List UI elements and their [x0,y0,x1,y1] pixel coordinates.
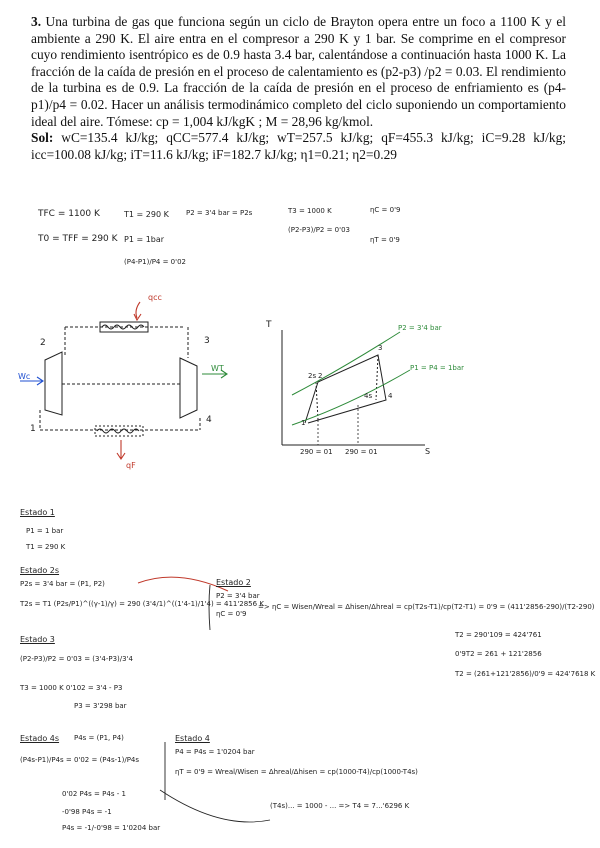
estado4s-ratio: (P4s-P1)/P4s = 0'02 = (P4s-1)/P4s [20,756,140,764]
estado1-title: Estado 1 [20,508,55,517]
estado3-t3: T3 = 1000 K 0'102 = 3'4 - P3 [20,684,123,692]
note-p2: P2 = 3'4 bar = P2s [186,209,253,217]
red-link-arrow [138,577,228,591]
ts-pt-3: 3 [378,344,383,352]
ts-diagram [282,330,425,445]
estado4s-p: P4s = (P1, P4) [74,734,124,742]
note-t1: T1 = 290 K [124,210,169,219]
qf-arrow [117,440,125,459]
estado3-ratio: (P2-P3)/P2 = 0'03 = (3'4-P3)/3'4 [20,655,133,663]
estado2s-p: P2s = 3'4 bar = (P1, P2) [20,580,105,588]
cycle-schematic [40,322,200,436]
label-qf: qF [126,461,136,470]
estado4-p: P4 = P4s = 1'0204 bar [175,748,255,756]
label-qcc: qcc [148,293,162,302]
ts-pt-2s: 2s [308,372,317,380]
estado2-eta: ηC = 0'9 [216,610,247,618]
node-4: 4 [206,415,212,425]
ts-p1-label: P1 = P4 = 1bar [410,364,465,372]
estado4-title: Estado 4 [175,734,210,743]
estado1-t: T1 = 290 K [26,543,66,551]
problem-number: 3. [31,14,42,29]
estado2s-t: T2s = T1 (P2s/P1)^((γ-1)/γ) = 290 (3'4/1)^((1'4-1)/1'4) = 411'2856 K [20,600,264,608]
ts-tick-2: 290 = 01 [345,448,378,456]
estado4-eta: ηT = 0'9 = Wreal/Wisen = Δhreal/Δhisen = cp(1000-T4)/cp(1000-T4s) [175,768,418,776]
solution-values: wC=135.4 kJ/kg; qCC=577.4 kJ/kg; wT=257.5 kJ/kg; qF=455.3 kJ/kg; iC=9.28 kJ/kg; icc=100.08 kJ/kg; iT=11.6 kJ/kg; iF=182.7 kJ/kg; η1=0.21; η2=0.29 [31,130,566,162]
ts-ticks [318,405,358,445]
estado1-p: P1 = 1 bar [26,527,64,535]
estado4s-l1: 0'02 P4s = P4s - 1 [62,790,126,798]
ts-pt-1: 1 [301,419,306,427]
note-ratio41: (P4-P1)/P4 = 0'02 [124,258,186,266]
note-etac: ηC = 0'9 [370,206,401,214]
estado4s-title: Estado 4s [20,734,60,743]
ts-t-axis: T [266,320,272,330]
connector-curve [160,790,270,822]
estado4-result: (T4s)... = 1000 - ... => T4 = 7...'6296 K [270,802,410,810]
problem-statement: Una turbina de gas que funciona según un ciclo de Brayton opera entre un foco a 1100 K y el ambiente a 290 K. El aire entra en el compresor a 290 K y 1 bar. Se comprime en el compresor cuyo rendimiento isentrópico es de 0.9 hasta 3.4 bar, calentándose a continuación hasta 1000 K. La fracción de la caída de presión en el proceso de calentamiento es (p2-p3) /p2 = 0.03. El rendimiento de la turbina es de 0.9. La fracción de la caída de presión en el proceso de enfriamiento es (p4-p1)/p4 = 0.02. Hacer un análisis termodinámico completo del ciclo suponiendo un comportamiento ideal del aire. Tómese: cp = 1,004 kJ/kgK ; M = 28,96 kg/kmol. [31,14,566,129]
estado4s-l2: -0'98 P4s = -1 [62,808,112,816]
ts-s-axis: S [425,447,431,456]
ts-pt-4s: 4s [364,392,373,400]
estado2-t2: T2 = 290'109 = 424'761 [455,631,542,639]
note-etat: ηT = 0'9 [370,236,400,244]
node-3: 3 [204,336,210,346]
estado2s-title: Estado 2s [20,566,60,575]
ts-tick-1: 290 = 01 [300,448,333,456]
estado2-title: Estado 2 [216,578,251,587]
estado2-p: P2 = 3'4 bar [216,592,260,600]
estado2s-eta: => ηC = Wisen/Wreal = Δhisen/Δhreal = cp(T2s-T1)/cp(T2-T1) = 0'9 = (411'2856-290)/(T2-290) [258,603,595,611]
estado3-p3: P3 = 3'298 bar [74,702,127,710]
estado4s-l3: P4s = -1/-0'98 = 1'0204 bar [62,824,161,832]
note-tfc: TFC = 1100 K [38,209,100,219]
solution-label: Sol: [31,130,54,146]
node-1: 1 [30,424,36,434]
note-p1: P1 = 1bar [124,235,165,244]
estado2-t2c: T2 = (261+121'2856)/0'9 = 424'7618 K [455,670,596,678]
node-2: 2 [40,338,46,348]
label-wt: WT [211,364,224,373]
ts-p2-label: P2 = 3'4 bar [398,324,442,332]
ts-pt-4: 4 [388,392,393,400]
label-wc: Wc [18,372,31,381]
qcc-arrow [134,302,141,320]
ts-pt-2: 2 [318,372,323,380]
note-t0: T0 = TFF = 290 K [38,234,118,244]
note-t3: T3 = 1000 K [288,207,332,215]
estado3-title: Estado 3 [20,635,55,644]
estado2-t2b: 0'9T2 = 261 + 121'2856 [455,650,542,658]
note-ratio23: (P2-P3)/P2 = 0'03 [288,226,350,234]
